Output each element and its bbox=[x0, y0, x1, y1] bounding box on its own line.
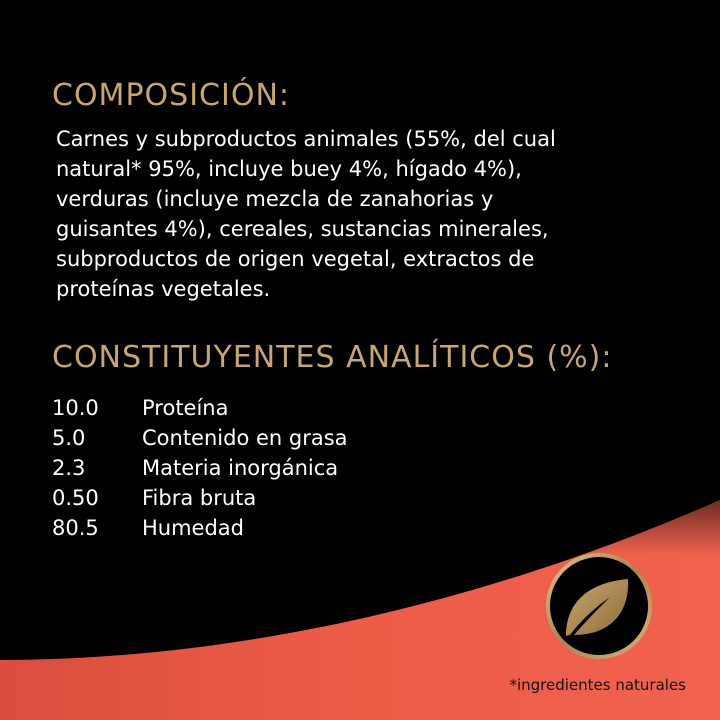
composition-text bbox=[56, 124, 676, 304]
analytics-value: 80.5 bbox=[52, 516, 99, 540]
analytics-label: Humedad bbox=[142, 516, 245, 540]
analytics-row bbox=[52, 513, 472, 543]
natural-ingredients-badge bbox=[544, 551, 654, 661]
composition-line: natural* 95%, incluye buey 4%, hígado 4%), bbox=[56, 157, 522, 181]
analytics-label: Materia inorgánica bbox=[142, 456, 339, 480]
analytics-label: Fibra bruta bbox=[142, 486, 257, 510]
composition-line: Carnes y subproductos animales (55%, del cual bbox=[56, 127, 556, 151]
composition-line: proteínas vegetales. bbox=[56, 277, 271, 301]
analytics-row bbox=[52, 453, 472, 483]
analytics-row bbox=[52, 483, 472, 513]
composition-line: guisantes 4%), cereales, sustancias minerales, bbox=[56, 217, 549, 241]
analytics-value: 2.3 bbox=[52, 456, 86, 480]
analytics-table bbox=[52, 393, 472, 543]
analytics-row bbox=[52, 393, 472, 423]
composition-line: verduras (incluye mezcla de zanahorias y bbox=[56, 187, 494, 211]
footnote: *ingredientes naturales bbox=[509, 676, 686, 694]
composition-line: subproductos de origen vegetal, extractos de bbox=[56, 247, 535, 271]
composition-heading: COMPOSICIÓN: bbox=[52, 78, 290, 113]
analytics-value: 5.0 bbox=[52, 426, 86, 450]
analytics-value: 10.0 bbox=[52, 396, 99, 420]
analytics-value: 0.50 bbox=[52, 486, 99, 510]
analytics-label: Contenido en grasa bbox=[142, 426, 348, 450]
analytics-label: Proteína bbox=[142, 396, 229, 420]
analytics-row bbox=[52, 423, 472, 453]
analytics-heading: CONSTITUYENTES ANALÍTICOS (%): bbox=[52, 340, 613, 375]
